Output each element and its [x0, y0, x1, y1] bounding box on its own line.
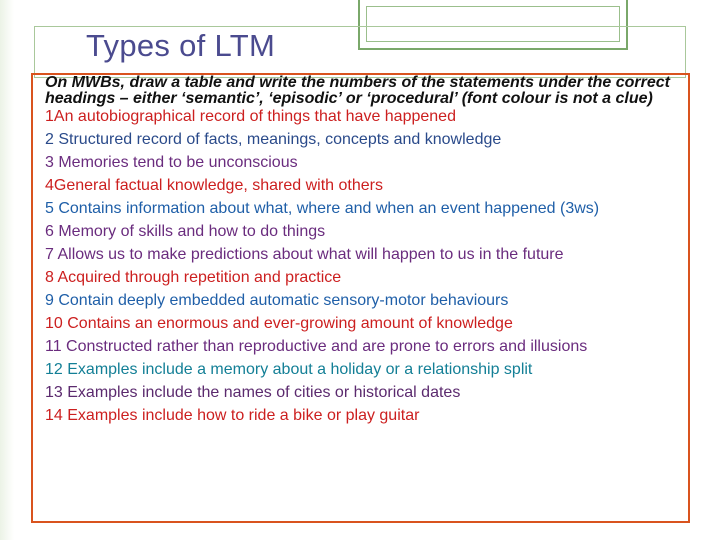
statement-11: 11 Constructed rather than reproductive and are prone to errors and illusions [45, 338, 588, 355]
content-area [45, 75, 690, 431]
statement-1: 1An autobiographical record of things that have happened [45, 108, 456, 125]
statement-6: 6 Memory of skills and how to do things [45, 223, 326, 240]
statement-14: 14 Examples include how to ride a bike or play guitar [45, 407, 420, 424]
statement-12: 12 Examples include a memory about a holiday or a relationship split [45, 361, 533, 378]
statement-9: 9 Contain deeply embedded automatic sensory-motor behaviours [45, 292, 509, 309]
slide-title: Types of LTM [86, 28, 276, 63]
instructions-text: On MWBs, draw a table and write the numbers of the statements under the correct headings – either ‘semantic’, ‘episodic’ or ‘procedural’ (font colour is not a clue) [45, 74, 670, 107]
statement-10: 10 Contains an enormous and ever-growing amount of knowledge [45, 315, 513, 332]
statement-3: 3 Memories tend to be unconscious [45, 154, 298, 171]
statement-8: 8 Acquired through repetition and practice [45, 269, 342, 286]
statement-4: 4General factual knowledge, shared with others [45, 177, 383, 194]
statement-5: 5 Contains information about what, where and when an event happened (3ws) [45, 200, 600, 217]
statement-7: 7 Allows us to make predictions about what will happen to us in the future [45, 246, 564, 263]
statement-2: 2 Structured record of facts, meanings, concepts and knowledge [45, 131, 502, 148]
statement-13: 13 Examples include the names of cities or historical dates [45, 384, 461, 401]
